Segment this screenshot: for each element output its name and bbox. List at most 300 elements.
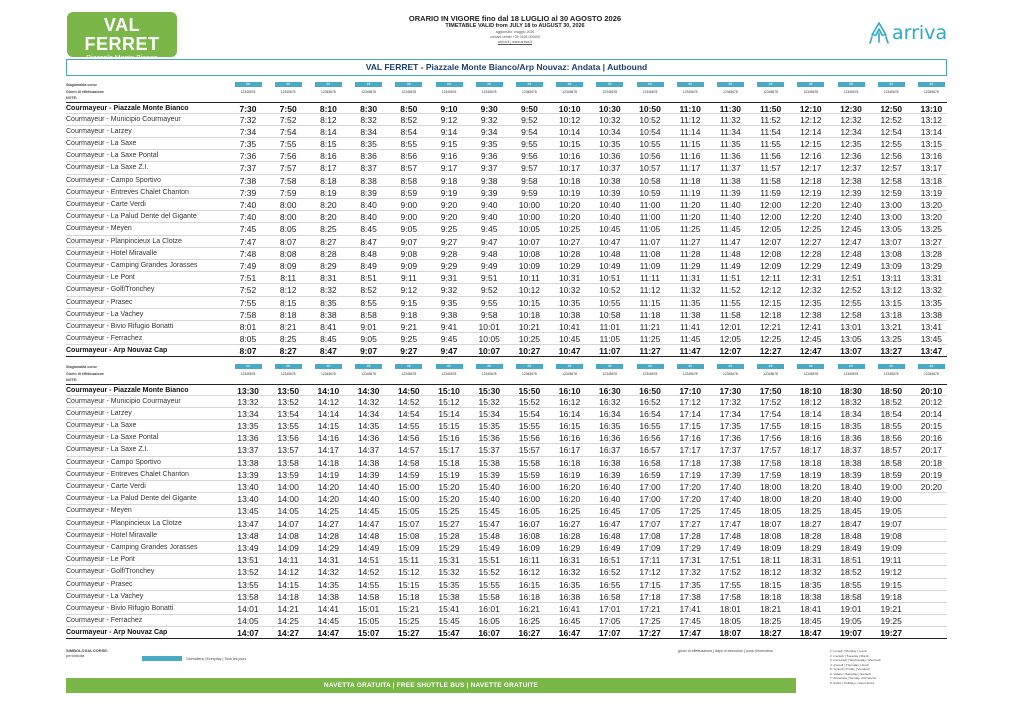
departure-time: 11:56: [760, 151, 781, 162]
season-cell: ##: [516, 364, 543, 369]
departure-time: 15:17: [438, 445, 460, 456]
departure-time: 12:47: [799, 346, 822, 357]
departure-time: 8:45: [360, 224, 377, 235]
departure-time: 11:18: [639, 309, 661, 320]
departure-time: 12:34: [840, 126, 862, 137]
departure-time: 15:41: [438, 603, 460, 614]
stop-name: Courmayeur - Golf/Tronchey: [66, 286, 155, 294]
departure-time: 18:52: [840, 567, 862, 578]
departure-time: 17:27: [679, 518, 701, 529]
departure-time: 11:51: [720, 273, 741, 284]
departure-time: 17:52: [719, 567, 742, 578]
departure-time: 18:14: [800, 408, 822, 419]
departure-time: 14:32: [317, 567, 340, 578]
departure-time: 13:18: [920, 175, 943, 186]
departure-time: 10:36: [599, 151, 621, 162]
stop-name: Courmayeur - Carte Verdi: [66, 483, 146, 490]
departure-time: 18:21: [759, 603, 782, 614]
table-row: [66, 384, 947, 396]
departure-time: 10:05: [478, 334, 500, 345]
departure-time: 16:58: [599, 591, 621, 602]
stop-name: Courmayeur - La Saxe Z.I.: [66, 446, 149, 454]
departure-time: 10:35: [599, 139, 621, 150]
validity-header: [400, 14, 630, 45]
route-title: VAL FERRET - Piazzale Monte Bianco/Arp Nouvaz: Andata | Autbound: [66, 59, 947, 76]
departure-time: 18:15: [759, 579, 782, 590]
departure-time: 8:25: [320, 224, 337, 235]
departure-time: 12:49: [840, 260, 862, 271]
departure-time: 15:27: [438, 518, 460, 529]
departure-time: 13:05: [880, 224, 902, 235]
departure-time: 12:55: [880, 139, 902, 150]
departure-time: 14:54: [398, 408, 420, 419]
departure-time: 14:30: [357, 385, 380, 396]
departure-time: 7:48: [239, 248, 257, 259]
departure-time: 11:09: [639, 260, 661, 271]
table-row: [66, 162, 947, 174]
departure-time: 9:11: [400, 273, 417, 284]
departure-time: 9:49: [480, 260, 498, 271]
departure-time: 18:16: [800, 433, 822, 444]
days-cell: 12345678: [924, 89, 939, 94]
departure-time: 10:51: [599, 273, 621, 284]
departure-time: 18:32: [840, 396, 862, 407]
departure-time: 13:15: [880, 297, 902, 308]
departure-time: 15:01: [357, 603, 380, 614]
departure-time: 8:01: [239, 321, 257, 332]
departure-time: 8:49: [360, 260, 377, 271]
departure-time: 15:47: [438, 628, 460, 639]
departure-time: 11:19: [679, 187, 701, 198]
departure-time: 15:35: [478, 421, 500, 432]
days-cell: 12345678: [240, 371, 256, 376]
departure-time: 8:32: [320, 285, 337, 296]
stop-name: Courmayeur - Meyen: [66, 507, 132, 515]
departure-time: 16:27: [558, 518, 581, 529]
departure-time: 9:07: [400, 236, 418, 247]
legend-days-list: [830, 649, 880, 685]
departure-time: 13:10: [920, 103, 943, 114]
departure-time: 9:57: [521, 163, 538, 174]
departure-time: 14:18: [317, 457, 340, 468]
departure-time: 20:15: [920, 421, 943, 432]
departure-time: 9:35: [480, 139, 498, 150]
season-cell: ##: [235, 82, 262, 87]
departure-time: 16:38: [558, 591, 581, 602]
days-cell: 12345678: [280, 371, 296, 376]
departure-time: 9:36: [480, 151, 498, 162]
departure-time: 8:17: [320, 163, 337, 174]
departure-time: 10:39: [599, 187, 621, 198]
departure-time: 9:32: [440, 285, 458, 296]
departure-time: 9:37: [480, 163, 498, 174]
departure-time: 16:32: [599, 396, 621, 407]
departure-time: 15:54: [518, 408, 541, 419]
table-row: [66, 211, 947, 223]
departure-time: 18:38: [840, 457, 862, 468]
departure-time: 12:37: [840, 163, 862, 174]
season-cell: ##: [275, 364, 302, 369]
departure-time: 16:52: [599, 567, 621, 578]
departure-time: 11:00: [639, 200, 661, 210]
departure-time: 14:39: [357, 469, 380, 480]
table-row: [66, 187, 947, 199]
season-cell: ##: [878, 82, 905, 87]
note-label: NOTE:: [66, 378, 78, 382]
departure-time: 11:21: [639, 321, 661, 332]
legend-title: SIMBOLOGIA CORSE:: [66, 648, 109, 653]
departure-time: 17:38: [719, 457, 742, 468]
departure-time: 14:58: [357, 591, 380, 602]
departure-time: 12:57: [880, 163, 902, 174]
departure-time: 16:25: [558, 506, 581, 517]
departure-time: 14:17: [317, 445, 340, 456]
departure-time: 7:32: [239, 114, 257, 125]
departure-time: 11:40: [720, 212, 741, 223]
legend-periodicity: periodicità: [66, 653, 85, 658]
departure-time: 14:09: [277, 542, 299, 553]
departure-time: 9:12: [440, 114, 458, 125]
stop-name: Courmayeur - Entreves Chalet Chanton: [66, 470, 189, 478]
legend-day-item: 2: martedì | Tuesday | Mardi: [830, 653, 869, 658]
departure-time: 12:58: [880, 175, 902, 186]
departure-time: 8:00: [279, 200, 297, 210]
legend: [66, 648, 947, 685]
days-cell: 12345678: [843, 89, 859, 94]
table-row: [66, 627, 947, 639]
departure-time: 17:01: [599, 603, 621, 614]
legend-swatch: [142, 656, 182, 661]
departure-time: 11:12: [679, 114, 701, 125]
departure-time: 12:18: [759, 309, 782, 320]
departure-time: 14:27: [317, 518, 340, 529]
departure-time: 17:08: [639, 530, 661, 541]
departure-time: 19:01: [840, 603, 862, 614]
departure-time: 14:40: [357, 494, 380, 505]
table-row: [66, 138, 947, 150]
departure-time: 17:18: [679, 457, 701, 468]
departure-time: 10:52: [599, 285, 621, 296]
table-row: [66, 223, 947, 235]
table-row: [66, 333, 947, 345]
departure-time: 14:19: [317, 469, 340, 480]
departure-time: 17:32: [719, 396, 742, 407]
season-cell: ##: [677, 364, 704, 369]
departure-time: 13:09: [880, 260, 902, 271]
days-cell: 12345678: [240, 89, 256, 94]
departure-time: 9:05: [360, 334, 377, 345]
departure-time: 17:25: [639, 616, 661, 627]
stop-name: Courmayeur - Prasec: [66, 580, 133, 588]
departure-time: 17:16: [679, 433, 701, 444]
departure-time: 20:10: [920, 385, 943, 396]
departure-time: 16:32: [558, 567, 581, 578]
departure-time: 8:35: [320, 297, 337, 308]
departure-time: 9:18: [440, 175, 458, 186]
departure-time: 10:00: [518, 200, 541, 210]
departure-time: 7:56: [279, 151, 297, 162]
departure-time: 10:28: [558, 248, 581, 259]
departure-time: 18:19: [800, 469, 822, 480]
departure-time: 12:21: [759, 321, 782, 332]
table-row: [66, 248, 947, 260]
departure-time: 17:34: [719, 408, 742, 419]
departure-time: 13:25: [880, 334, 902, 345]
departure-time: 19:07: [840, 628, 862, 639]
departure-time: 12:09: [759, 260, 782, 271]
departure-time: 11:58: [760, 175, 781, 186]
departure-time: 16:14: [558, 408, 581, 419]
departure-time: 18:32: [800, 567, 822, 578]
departure-time: 8:12: [320, 114, 337, 125]
departure-time: 13:25: [920, 224, 943, 235]
departure-time: 10:31: [558, 273, 581, 284]
departure-time: 17:30: [719, 385, 742, 396]
departure-time: 11:58: [720, 309, 741, 320]
departure-time: 14:58: [398, 457, 420, 468]
departure-time: 15:00: [398, 482, 420, 492]
departure-time: 14:35: [357, 421, 380, 432]
departure-time: 14:07: [277, 518, 299, 529]
days-cell: 12345678: [562, 89, 577, 94]
departure-time: 13:57: [277, 445, 299, 456]
departure-time: 8:20: [320, 200, 337, 210]
departure-time: 17:19: [679, 469, 701, 480]
departure-time: 10:20: [558, 212, 581, 223]
stop-name: Courmayeur - Meyen: [66, 225, 132, 233]
days-cell: 12345678: [682, 89, 698, 94]
season-cell: ##: [476, 364, 503, 369]
season-cell: ##: [797, 364, 824, 369]
departure-time: 12:27: [800, 236, 822, 247]
season-cell: ##: [395, 364, 422, 369]
departure-time: 12:07: [719, 346, 742, 357]
departure-time: 17:00: [639, 494, 661, 505]
legend-day-item: 7: domenica | Sunday | Dimanche: [830, 676, 877, 680]
departure-time: 8:58: [400, 175, 418, 186]
departure-time: 17:58: [759, 457, 782, 468]
departure-time: 8:48: [360, 248, 377, 259]
stop-name: Courmayeur - Campo Sportivo: [66, 176, 161, 184]
departure-time: 7:55: [279, 139, 297, 150]
departure-time: 15:40: [478, 494, 500, 505]
departure-time: 10:19: [558, 187, 581, 198]
departure-time: 9:18: [400, 309, 418, 320]
departure-time: 19:11: [880, 555, 902, 566]
departure-time: 17:15: [639, 579, 661, 590]
days-cell: 12345678: [562, 371, 577, 376]
departure-time: 7:59: [279, 187, 297, 198]
departure-time: 13:45: [920, 334, 943, 345]
departure-time: 14:41: [317, 603, 340, 614]
table-row: [66, 603, 947, 615]
departure-time: 13:54: [277, 408, 299, 419]
departure-time: 17:36: [719, 433, 742, 444]
departure-time: 16:38: [599, 457, 621, 468]
stop-name: Courmayeur - Larzey: [66, 409, 132, 417]
season-cell: ##: [556, 82, 583, 87]
departure-time: 11:34: [720, 126, 741, 137]
departure-time: 19:08: [880, 530, 902, 541]
days-label: Giorni di effettuazione: [66, 371, 104, 376]
departure-time: 8:19: [320, 187, 337, 198]
departure-time: 17:17: [679, 445, 701, 456]
stop-name: Courmayeur - Carte Verdi: [66, 201, 146, 208]
departure-time: 20:16: [920, 433, 943, 444]
departure-time: 13:39: [237, 469, 259, 480]
departure-time: 18:00: [759, 494, 782, 505]
days-cell: 12345678: [441, 89, 457, 94]
days-cell: 12345678: [763, 89, 778, 94]
departure-time: 7:52: [279, 114, 297, 125]
departure-time: 9:41: [440, 321, 458, 332]
departure-time: 15:38: [478, 457, 500, 468]
departure-time: 9:00: [400, 200, 418, 210]
departure-time: 18:07: [759, 518, 782, 529]
departure-time: 9:58: [521, 175, 538, 186]
departure-time: 13:12: [920, 114, 943, 125]
departure-time: 13:20: [920, 200, 943, 210]
departure-time: 10:32: [558, 285, 581, 296]
departure-time: 16:59: [639, 469, 661, 480]
departure-time: 12:20: [800, 200, 822, 210]
departure-time: 12:05: [719, 334, 742, 345]
season-cell: ##: [717, 364, 744, 369]
departure-time: 18:10: [799, 385, 822, 396]
legend-day-item: 5: venerdì | Friday | Vendredi: [830, 667, 870, 671]
departure-time: 11:38: [679, 309, 701, 320]
arriva-wordmark: arriva: [892, 22, 948, 44]
departure-time: 12:56: [880, 151, 902, 162]
departure-time: 17:47: [719, 518, 742, 529]
departure-time: 18:31: [800, 555, 822, 566]
departure-time: 13:16: [920, 151, 943, 162]
table-row: [66, 321, 947, 333]
days-cell: 12345678: [481, 89, 497, 94]
departure-time: 15:58: [518, 457, 541, 468]
departure-time: 9:27: [440, 236, 458, 247]
departure-time: 16:20: [558, 494, 581, 505]
departure-time: 17:11: [639, 555, 661, 566]
departure-time: 11:40: [720, 200, 741, 210]
season-cell: ##: [355, 364, 382, 369]
departure-time: 10:48: [599, 248, 621, 259]
days-cell: 12345678: [361, 371, 376, 376]
website-link[interactable]: arriva.it | www.arriva.it: [497, 40, 533, 44]
season-cell: ##: [395, 82, 422, 87]
departure-time: 16:40: [599, 494, 621, 505]
stop-name: Courmayeur - La Saxe Z.I.: [66, 164, 149, 172]
departure-time: 17:07: [639, 518, 661, 529]
departure-time: 15:20: [438, 494, 460, 505]
departure-time: 8:47: [360, 236, 377, 247]
stop-name: Courmayeur - Ferrachez: [66, 617, 143, 625]
departure-time: 18:34: [840, 408, 862, 419]
departure-time: 15:51: [478, 555, 500, 566]
departure-time: 13:20: [920, 212, 943, 223]
departure-time: 12:54: [880, 126, 902, 137]
departure-time: 16:30: [598, 385, 621, 396]
departure-time: 11:35: [720, 139, 741, 150]
departure-time: 11:00: [639, 212, 661, 223]
departure-time: 12:40: [840, 200, 862, 210]
departure-time: 15:45: [438, 616, 460, 627]
departure-time: 16:48: [599, 530, 621, 541]
departure-time: 12:38: [800, 309, 822, 320]
departure-time: 14:56: [398, 433, 420, 444]
table-row: [66, 469, 947, 481]
departure-time: 9:45: [480, 224, 498, 235]
departure-time: 9:25: [400, 334, 418, 345]
departure-time: 16:10: [558, 385, 581, 396]
stop-name: Courmayeur - La Palud Dente del Gigante: [66, 495, 197, 503]
departure-time: 12:55: [840, 297, 862, 308]
departure-time: 11:45: [720, 224, 741, 235]
departure-time: 9:19: [440, 187, 458, 198]
departure-time: 8:55: [400, 139, 418, 150]
departure-time: 9:15: [440, 139, 458, 150]
stop-name: Courmayeur - Piazzale Monte Bianco: [66, 104, 189, 112]
days-cell: 12345678: [522, 89, 537, 94]
departure-time: 15:20: [438, 482, 460, 492]
departure-time: 18:12: [800, 396, 822, 407]
departure-time: 18:55: [880, 421, 902, 432]
departure-time: 12:12: [800, 114, 822, 125]
stop-name: Courmayeur - Bivio Rifugio Bonatti: [66, 604, 174, 612]
days-cell: 12345678: [401, 89, 417, 94]
departure-time: 9:29: [440, 260, 458, 271]
departure-time: 15:28: [438, 530, 460, 541]
departure-time: 8:11: [280, 273, 297, 284]
departure-time: 8:54: [400, 126, 418, 137]
departure-time: 9:59: [521, 187, 538, 198]
departure-time: 10:05: [518, 224, 541, 235]
departure-time: 12:36: [840, 151, 862, 162]
departure-time: 18:01: [719, 603, 742, 614]
departure-time: 13:52: [277, 396, 299, 407]
departure-time: 13:32: [237, 396, 259, 407]
departure-time: 16:11: [519, 555, 540, 566]
departure-time: 17:37: [719, 445, 742, 456]
departure-time: 13:40: [237, 482, 259, 492]
departure-time: 13:45: [237, 506, 259, 517]
departure-time: 15:37: [478, 445, 500, 456]
departure-time: 14:55: [357, 579, 380, 590]
season-cell: ##: [717, 82, 744, 87]
departure-time: 12:14: [800, 126, 822, 137]
departure-time: 9:01: [360, 321, 377, 332]
departure-time: 10:49: [599, 260, 621, 271]
departure-time: 15:05: [398, 506, 420, 517]
departure-time: 12:47: [840, 236, 862, 247]
departure-time: 16:15: [518, 579, 541, 590]
departure-time: 12:28: [800, 248, 822, 259]
departure-time: 13:55: [277, 421, 299, 432]
stop-name: Courmayeur - Prasec: [66, 298, 133, 306]
departure-time: 9:30: [480, 103, 498, 114]
departure-time: 16:50: [639, 385, 661, 396]
departure-time: 17:20: [679, 494, 701, 505]
departure-time: 7:30: [239, 103, 257, 114]
departure-time: 13:19: [920, 187, 943, 198]
departure-time: 14:12: [317, 396, 340, 407]
departure-time: 11:30: [719, 103, 742, 114]
departure-time: 10:57: [639, 163, 661, 174]
departure-time: 14:16: [317, 433, 340, 444]
departure-time: 9:20: [440, 212, 458, 223]
departure-time: 8:27: [320, 236, 337, 247]
departure-time: 15:08: [398, 530, 420, 541]
